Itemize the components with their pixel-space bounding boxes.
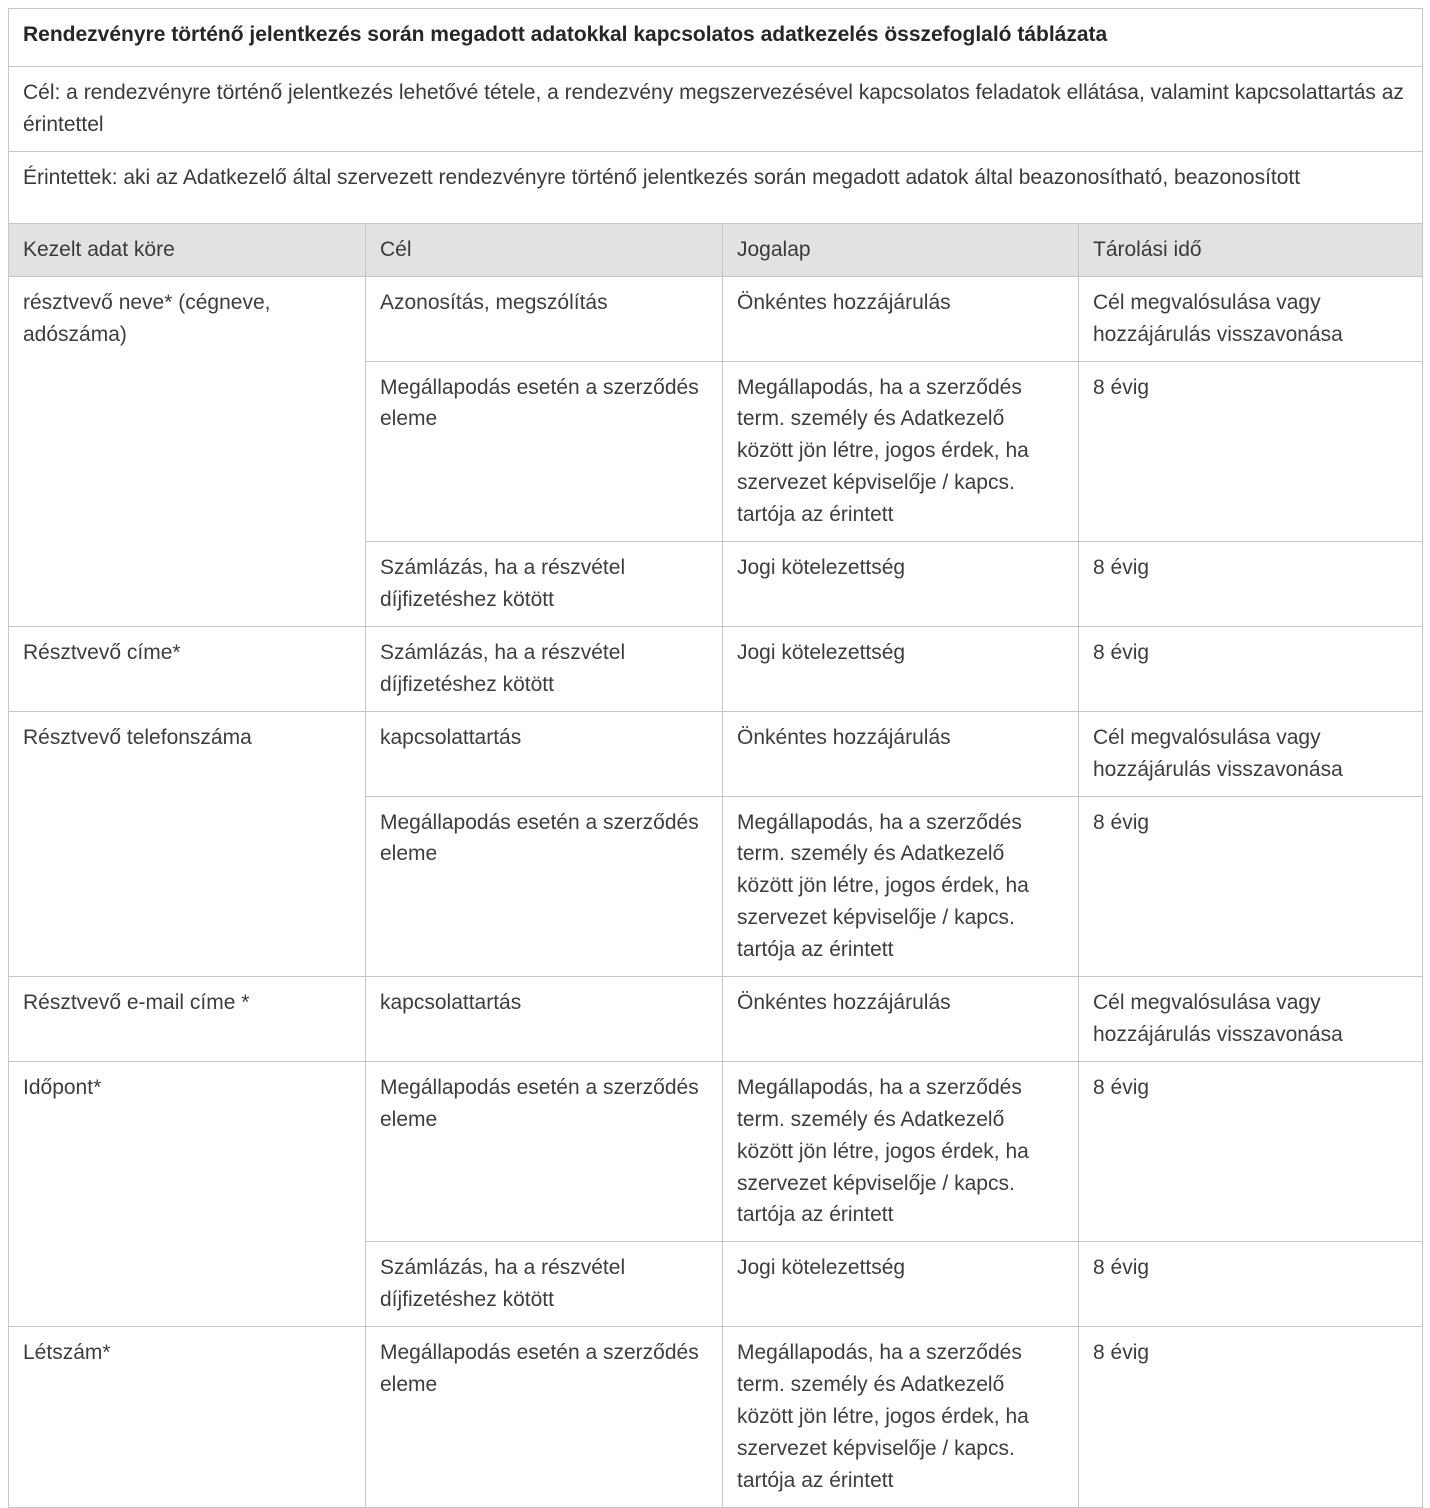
cell-cel: Megállapodás esetén a szerződés eleme [366,1327,723,1508]
cell-cel: Számlázás, ha a részvétel díjfizetéshez kötött [366,626,723,711]
cell-jogalap: Jogi kötelezettség [723,1242,1079,1327]
cell-cel: kapcsolattartás [366,711,723,796]
cell-tarolasi-ido: 8 évig [1079,796,1423,977]
cell-cel: Megállapodás esetén a szerződés eleme [366,796,723,977]
cell-jogalap: Megállapodás, ha a szerződés term. személy és Adatkezelő között jön létre, jogos érdek, ha szervezet képviselője / kapcs. tartója az érintett [723,1327,1079,1508]
cell-tarolasi-ido: 8 évig [1079,542,1423,627]
table-header-row [9,223,1423,276]
cell-kezelt-adat: Időpont* [9,1061,366,1326]
cell-jogalap: Jogi kötelezettség [723,542,1079,627]
cell-jogalap: Megállapodás, ha a szerződés term. személy és Adatkezelő között jön létre, jogos érdek, ha szervezet képviselője / kapcs. tartója az érintett [723,796,1079,977]
table-row [9,711,1423,796]
cell-tarolasi-ido: Cél megvalósulása vagy hozzájárulás visszavonása [1079,977,1423,1062]
table-row [9,276,1423,361]
cell-tarolasi-ido: 8 évig [1079,1327,1423,1508]
cell-kezelt-adat: résztvevő neve* (cégneve, adószáma) [9,276,366,626]
table-row [9,151,1423,223]
cell-cel: Megállapodás esetén a szerződés eleme [366,361,723,542]
table-title: Rendezvényre történő jelentkezés során megadott adatokkal kapcsolatos adatkezelés összefoglaló táblázata [9,9,1423,67]
cell-kezelt-adat: Létszám* [9,1327,366,1508]
cell-tarolasi-ido: Cél megvalósulása vagy hozzájárulás visszavonása [1079,276,1423,361]
cell-jogalap: Jogi kötelezettség [723,626,1079,711]
cell-cel: Számlázás, ha a részvétel díjfizetéshez kötött [366,542,723,627]
affected-statement: Érintettek: aki az Adatkezelő által szervezett rendezvényre történő jelentkezés során megadott adatok által beazonosítható, beazonosított [9,151,1423,223]
column-header-jogalap: Jogalap [723,223,1079,276]
data-processing-summary-table [8,8,1423,1508]
cell-tarolasi-ido: 8 évig [1079,1061,1423,1242]
cell-kezelt-adat: Résztvevő telefonszáma [9,711,366,976]
cell-tarolasi-ido: 8 évig [1079,626,1423,711]
table-row [9,626,1423,711]
cell-cel: Azonosítás, megszólítás [366,276,723,361]
cell-jogalap: Megállapodás, ha a szerződés term. személy és Adatkezelő között jön létre, jogos érdek, ha szervezet képviselője / kapcs. tartója az érintett [723,361,1079,542]
cell-tarolasi-ido: 8 évig [1079,1242,1423,1327]
cell-jogalap: Önkéntes hozzájárulás [723,711,1079,796]
cell-tarolasi-ido: 8 évig [1079,361,1423,542]
cell-jogalap: Önkéntes hozzájárulás [723,977,1079,1062]
cell-tarolasi-ido: Cél megvalósulása vagy hozzájárulás visszavonása [1079,711,1423,796]
table-row [9,67,1423,152]
column-header-cel: Cél [366,223,723,276]
cell-jogalap: Önkéntes hozzájárulás [723,276,1079,361]
cell-jogalap: Megállapodás, ha a szerződés term. személy és Adatkezelő között jön létre, jogos érdek, ha szervezet képviselője / kapcs. tartója az érintett [723,1061,1079,1242]
cell-kezelt-adat: Résztvevő címe* [9,626,366,711]
cell-kezelt-adat: Résztvevő e-mail címe * [9,977,366,1062]
column-header-kezelt-adat-kore: Kezelt adat köre [9,223,366,276]
table-row [9,1061,1423,1242]
purpose-statement: Cél: a rendezvényre történő jelentkezés lehetővé tétele, a rendezvény megszervezésével kapcsolatos feladatok ellátása, valamint kapcsolattartás az érintettel [9,67,1423,152]
cell-cel: Megállapodás esetén a szerződés eleme [366,1061,723,1242]
column-header-tarolasi-ido: Tárolási idő [1079,223,1423,276]
cell-cel: kapcsolattartás [366,977,723,1062]
table-row [9,977,1423,1062]
cell-cel: Számlázás, ha a részvétel díjfizetéshez kötött [366,1242,723,1327]
table-row [9,9,1423,67]
table-row [9,1327,1423,1508]
